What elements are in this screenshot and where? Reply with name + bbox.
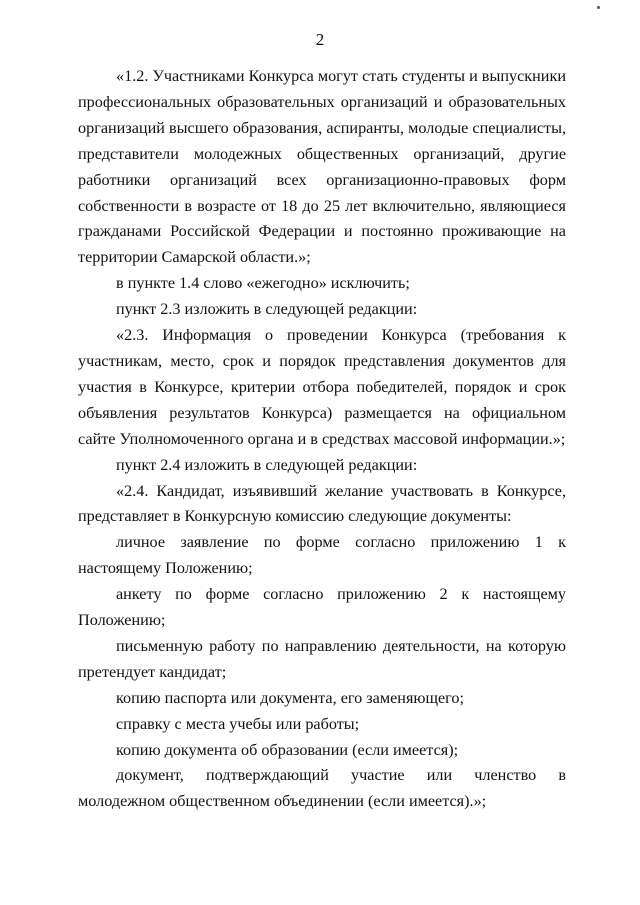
- page-number: 2: [315, 30, 325, 49]
- paragraph-item-2-3-intro: пункт 2.3 изложить в следующей редакции:: [116, 300, 418, 319]
- paragraph-2-4: «2.4. Кандидат, изъявивший желание участвовать в Конкурсе, представляет в Конкурсную комиссию следующие документы:: [78, 481, 566, 526]
- scan-mark: [597, 6, 600, 9]
- paragraph-item-1-4: в пункте 1.4 слово «ежегодно» исключить;: [116, 274, 410, 293]
- document-body: [78, 64, 566, 815]
- list-item-written-work: письменную работу по направлению деятельности, на которую претендует кандидат;: [78, 636, 566, 681]
- list-item-passport: копию паспорта или документа, его заменяющего;: [116, 688, 464, 707]
- paragraph-item-2-4-intro: пункт 2.4 изложить в следующей редакции:: [116, 455, 418, 474]
- list-item-certificate: справку с места учебы или работы;: [116, 714, 360, 733]
- list-item-application: личное заявление по форме согласно приложению 1 к настоящему Положению;: [78, 533, 566, 578]
- list-item-questionnaire: анкету по форме согласно приложению 2 к настоящему Положению;: [78, 585, 566, 630]
- paragraph-2-3: «2.3. Информация о проведении Конкурса (требования к участникам, место, срок и порядок представления документов для участия в Конкурсе, критерии отбора победителей, порядок и срок объявления результатов Конкурса) размещается на официальном сайте Уполномоченного органа и в средствах массовой информации.»;: [78, 326, 566, 448]
- list-item-membership: документ, подтверждающий участие или членство в молодежном общественном объединении (если имеется).»;: [78, 766, 566, 811]
- list-item-education: копию документа об образовании (если имеется);: [116, 740, 459, 759]
- paragraph-1-2: «1.2. Участниками Конкурса могут стать студенты и выпускники профессиональных образовательных организаций и образовательных организаций высшего образования, аспиранты, молодые специалисты, представители молодежных общественных организаций, другие работники организаций всех организационно-правовых форм собственности в возрасте от 18 до 25 лет включительно, являющиеся гражданами Российской Федерации и постоянно проживающие на территории Самарской области.»;: [78, 67, 566, 267]
